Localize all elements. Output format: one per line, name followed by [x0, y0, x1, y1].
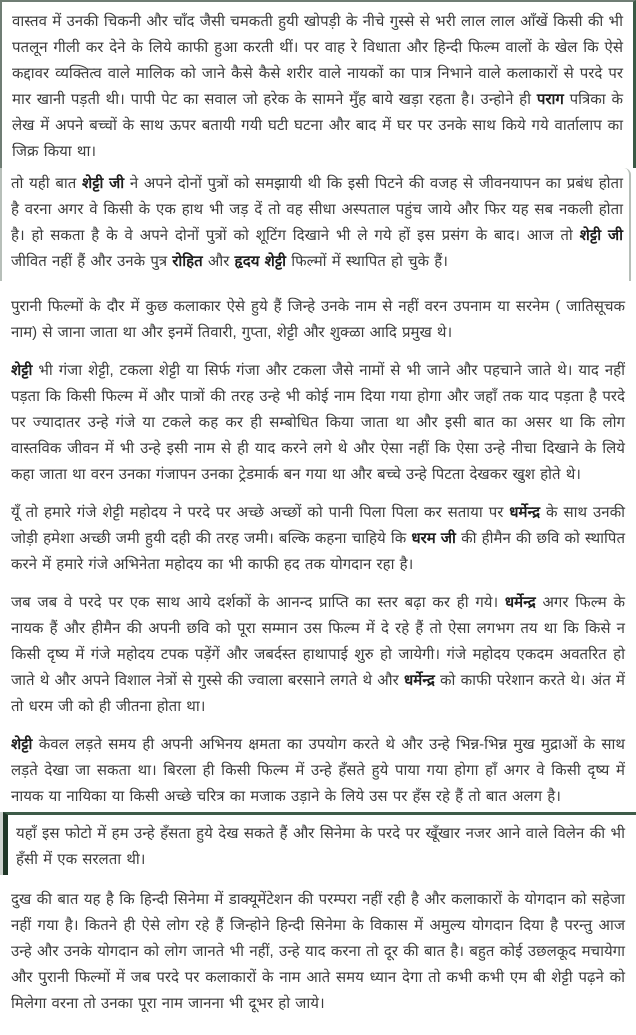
highlighted-name: शेट्टी	[11, 362, 33, 379]
body-text: अगर फिल्म के नायक हैं और हीमैन की अपनी छवि को पूरा सम्मान उस फिल्म में दे रहे हैं तो ऐसा लगभग तय था कि किसे न किसी दृष्य में गंजे महोदय टपक पड़ेंगें और जबर्दस्त हाथापाई शुरु हो जायेगी। गंजे महोदय एकदम अवतरित हो जाते थे और अपने विशाल नेत्रों से गुस्से की ज्वाला बरसाने लगते थे और	[11, 594, 625, 689]
body-text: पत्रिका के लेख में अपने बच्चों के साथ ऊपर बतायी गयी घटी घटना और बाद में घर पर उनके साथ किये गये वार्तालाप का जिक्र किया था।	[12, 91, 623, 160]
para-ganja-takla-names	[0, 358, 636, 488]
para-shetty-sons	[0, 168, 631, 281]
para-photo-laughing	[3, 812, 636, 875]
body-text: ने अपने दोनों पुत्रों को समझायी थी कि इसी पिटने की वजह से जीवनयापन का प्रबंध होता है वरना अगर वे किसी के एक हाथ भी जड़ दें तो वह सीधा अस्पताल पहुंच जाये और फिर यह सब नकली होता है। हो सकता है के वे अपने दोनों पुत्रों को शूटिंग दिखाने भी ले गये हों इस प्रसंग के बाद। आज तो	[11, 175, 623, 244]
body-text: जब जब वे परदे पर एक साथ आये दर्शकों के आनन्द प्राप्ति का स्तर बढ़ा कर ही गये।	[11, 594, 505, 611]
highlighted-name: शेट्टी जी	[82, 175, 125, 192]
highlighted-name: धर्मेन्द्र	[509, 504, 541, 521]
body-text: दुख की बात यह है कि हिन्दी सिनेमा में डाक्यूमेंटेशन की परम्परा नहीं रही है और कलाकारों के योगदान को सहेजा नहीं गया है। कितने ही ऐसे लोग रहे हैं जिन्होने हिन्दी सिनेमा के विकास में अमुल्य योगदान दिया है परन्तु आज उन्हे और उनके योगदान को लोग जानते भी नहीं, उन्हे याद करना तो दूर की बात है। बहुत कोई उछलकूद मचायेगा और पुरानी फिल्मों में जब परदे पर कलाकारों के नाम आते समय ध्यान देगा तो कभी कभी एम बी शेट्टी पढ़ने को मिलेगा वरना तो उनका पूरा नाम जानना भी दूभर हो जाये।	[11, 891, 625, 1012]
highlighted-name: शेट्टी जी	[579, 227, 623, 244]
highlighted-name: पराग	[536, 91, 564, 108]
body-text: फिल्मों में स्थापित हो चुके हैं।	[286, 253, 448, 270]
highlighted-name: रोहित	[172, 253, 203, 270]
body-text: को काफी परेशान करते थे। अंत में तो धरम जी को ही जीतना होता था।	[11, 672, 625, 715]
body-text: पुरानी फिल्मों के दौर में कुछ कलाकार ऐसे हुये हैं जिन्हे उनके नाम से नहीं वरन उपनाम या सरनेम ( जातिसूचक नाम) से जाना जाता था और इनमें तिवारी, गुप्ता, शेट्टी और शुक्ळा आदि प्रमुख थे।	[11, 298, 625, 341]
body-text: के साथ उनकी जोड़ी हमेशा अच्छी जमी हुयी दही की तरह जमी। बल्कि कहना चाहिये कि	[11, 504, 625, 547]
highlighted-name: धर्मेन्द्र	[504, 594, 536, 611]
para-fighting-expressions	[0, 732, 636, 810]
highlighted-name: शेट्टी	[11, 736, 33, 753]
body-text: भी गंजा शेट्टी, टकला शेट्टी या सिर्फ गंजा और टकला जैसे नामों से भी जाने और पहचाने जाते थे। याद नहीं पड़ता कि किसी फिल्म में और पात्रों की तरह उन्हे भी कोई नाम दिया गया होगा और जहाँ तक याद पड़ता है परदे पर ज्यादातर उन्हे गंजे या टकले कह कर ही सम्बोधित किया जाता था और इसी बात का असर था कि लोग वास्तविक जीवन में भी उन्हे इसी नाम से ही याद करने लगे थे और ऐसा नहीं कि ऐसा उन्हे नीचा दिखाने के लिये कहा जाता था वरन उनका गंजापन उनका ट्रेडमार्क बन गया था और बच्चे उन्हे पिटता देखकर खुश होते थे।	[11, 362, 625, 483]
highlighted-name: हृदय शेट्टी	[234, 253, 287, 270]
para-bald-head-intro	[0, 0, 636, 168]
body-text: तो यही बात	[11, 175, 83, 192]
para-dharmendra-jodi	[0, 500, 636, 578]
body-text: और	[202, 253, 235, 270]
body-text: की हीमैन की छवि को स्थापित करने में हमारे गंजे अभिनेता महोदय का भी काफी हद तक योगदान रहा है।	[11, 530, 625, 573]
highlighted-name: धर्मेन्द्र	[404, 672, 435, 689]
body-text: केवल लड़ते समय ही अपनी अभिनय क्षमता का उपयोग करते थे और उन्हे भिन्न-भिन्न मुख मुद्राओं के साथ लड़ते देखा जा सकता था। बिरला ही किसी फिल्म में उन्हे हँसते हुये पाया गया होगा हाँ अगर वे किसी दृष्य में नायक या नायिका या किसी अच्छे चरित्र का मजाक उड़ाने के लिये उस पर हँस रहे हैं तो बात अलग है।	[11, 736, 625, 805]
body-text: जीवित नहीं हैं और उनके पुत्र	[11, 253, 173, 270]
para-screen-fights	[0, 590, 636, 720]
body-text: वास्तव में उनकी चिकनी और चाँद जैसी चमकती हुयी खोपड़ी के नीचे गुस्से से भरी लाल लाल आँखें किसी की भी पतलून गीली कर देने के लिये काफी हुआ करती थीं। पर वाह रे विधाता और हिन्दी फिल्म वालों के खेल कि ऐसे कद्दावर व्यक्तित्व वाले मालिक को जाने कैसे कैसे शरीर वाले नायकों का पात्र निभाने वाले कलाकारों से परदे पर मार खानी पड़ती थी। पापी पेट का सवाल जो हरेक के सामने मुँह बाये खड़ा रहता है। उन्होने ही	[12, 13, 623, 108]
body-text: यूँ तो हमारे गंजे शेट्टी महोदय ने परदे पर अच्छे अच्छों को पानी पिला पिला कर सताया पर	[11, 504, 510, 521]
para-documentation-lament	[0, 887, 636, 1017]
para-surname-actors	[0, 294, 636, 346]
highlighted-name: धरम जी	[411, 530, 456, 547]
body-text: यहाँ इस फोटो में हम उन्हे हँसता हुये देख सकते हैं और सिनेमा के परदे पर खूँखार नजर आने वाले विलेन की भी हँसी में एक सरलता थी।	[16, 825, 625, 868]
